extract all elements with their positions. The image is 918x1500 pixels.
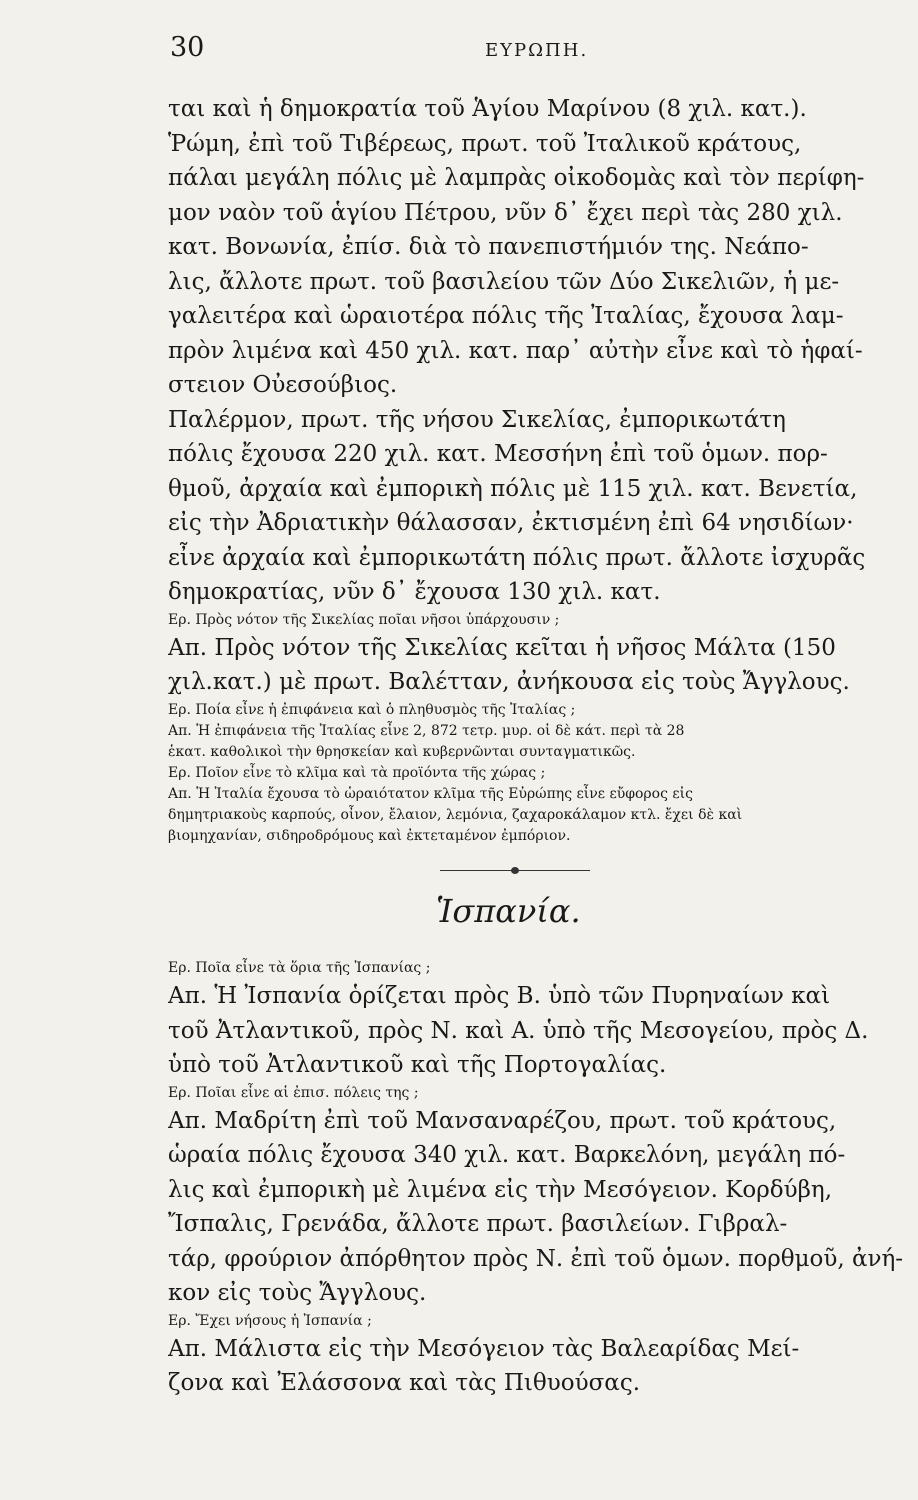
- answer-line: λις καὶ ἐμπορικὴ μὲ λιμένα εἰς τὴν Μεσόγειον. Κορδύβη,: [168, 1176, 833, 1203]
- answer-line: Απ. Ἡ Ἰταλία ἔχουσα τὸ ὡραιότατον κλῖμα τῆς Εὐρώπης εἶνε εὔφορος εἰς: [168, 785, 693, 802]
- text-line: πάλαι μεγάλη πόλις μὲ λαμπρὰς οἰκοδομὰς καὶ τὸν περίφη-: [168, 165, 865, 191]
- answer-line: ὡραία πόλις ἔχουσα 340 χιλ. κατ. Βαρκελόνη, μεγάλη πό-: [168, 1142, 846, 1168]
- answer-line: Απ. Πρὸς νότον τῆς Σικελίας κεῖται ἡ νῆσος Μάλτα (150: [168, 634, 836, 661]
- answer-line: Απ. Μαδρίτη ἐπὶ τοῦ Μανσαναρέζου, πρωτ. τοῦ κράτους,: [168, 1107, 837, 1134]
- text-line: μον ναὸν τοῦ ἁγίου Πέτρου, νῦν δ᾽ ἔχει περὶ τὰς 280 χιλ.: [168, 199, 843, 226]
- text-line: εἶνε ἀρχαία καὶ ἐμπορικωτάτη πόλις πρωτ. ἄλλοτε ἰσχυρᾶς: [168, 544, 866, 571]
- italy-text-block: [168, 92, 908, 847]
- text-line: πρὸν λιμένα καὶ 450 χιλ. κατ. παρ᾽ αὐτὴν εἶνε καὶ τὸ ἡφαί-: [168, 337, 863, 364]
- text-line: εἰς τὴν Ἀδριατικὴν θάλασσαν, ἐκτισμένη ἐπὶ 64 νησιδίων·: [168, 510, 854, 536]
- page-number: 30: [170, 32, 205, 63]
- question-line: Ερ. Ποῖον εἶνε τὸ κλῖμα καὶ τὰ προϊόντα τῆς χώρας ;: [168, 764, 546, 781]
- answer-line: Απ. Ἡ Ἰσπανία ὁρίζεται πρὸς Β. ὑπὸ τῶν Πυρηναίων καὶ: [168, 983, 831, 1009]
- text-line: κατ. Βονωνία, ἐπίσ. διὰ τὸ πανεπιστήμιόν της. Νεάπο-: [168, 234, 809, 260]
- divider-ornament: [511, 867, 519, 874]
- question-line: Ερ. Πρὸς νότον τῆς Σικελίας ποῖαι νῆσοι ὑπάρχουσιν ;: [168, 611, 560, 628]
- text-line: λις, ἄλλοτε πρωτ. τοῦ βασιλείου τῶν Δύο Σικελιῶν, ἡ με-: [168, 268, 840, 295]
- text-line: Ῥώμη, ἐπὶ τοῦ Τιβέρεως, πρωτ. τοῦ Ἰταλικοῦ κράτους,: [168, 130, 802, 157]
- answer-line: ζονα καὶ Ἐλάσσονα καὶ τὰς Πιθυούσας.: [168, 1370, 641, 1396]
- question-line: Ερ. Ποῖα εἶνε τὰ ὅρια τῆς Ἰσπανίας ;: [168, 960, 431, 976]
- answer-line: βιομηχανίαν, σιδηροδρόμους καὶ ἐκτεταμένον ἐμπόριον.: [168, 827, 571, 844]
- section-title: Ἱσπανία.: [436, 892, 581, 930]
- text-line: πόλις ἔχουσα 220 χιλ. κατ. Μεσσήνη ἐπὶ τοῦ ὁμων. πορ-: [168, 441, 828, 467]
- text-line: γαλειτέρα καὶ ὡραιοτέρα πόλις τῆς Ἰταλίας, ἔχουσα λαμ-: [168, 303, 844, 329]
- text-line: θμοῦ, ἀρχαία καὶ ἐμπορικὴ πόλις μὲ 115 χιλ. κατ. Βενετία,: [168, 475, 858, 502]
- text-line: Παλέρμον, πρωτ. τῆς νήσου Σικελίας, ἐμπορικωτάτη: [168, 406, 786, 433]
- answer-line: τάρ, φρούριον ἀπόρθητον πρὸς Ν. ἐπὶ τοῦ ὁμων. πορθμοῦ, ἀνή-: [168, 1245, 904, 1272]
- answer-line: κον εἰς τοὺς Ἄγγλους.: [168, 1280, 427, 1306]
- spain-text-block: [168, 958, 908, 1401]
- answer-line: δημητριακοὺς καρπούς, οἶνον, ἔλαιον, λεμόνια, ζαχαροκάλαμον κτλ. ἔχει δὲ καὶ: [168, 806, 743, 823]
- text-line: δημοκρατίας, νῦν δ᾽ ἔχουσα 130 χιλ. κατ.: [168, 579, 661, 605]
- question-line: Ερ. Ποία εἶνε ἡ ἐπιφάνεια καὶ ὁ πληθυσμὸς τῆς Ἰταλίας ;: [168, 701, 576, 718]
- answer-line: χιλ.κατ.) μὲ πρωτ. Βαλέτταν, ἀνήκουσα εἰς τοὺς Ἄγγλους.: [168, 669, 850, 695]
- page-header: [170, 32, 870, 72]
- text-line: ται καὶ ἡ δημοκρατία τοῦ Ἁγίου Μαρίνου (8 χιλ. κατ.).: [168, 96, 807, 122]
- answer-line: ἑκατ. καθολικοὶ τὴν θρησκείαν καὶ κυβερνῶνται συνταγματικῶς.: [168, 743, 636, 760]
- question-line: Ερ. Ἔχει νήσους ἡ Ἰσπανία ;: [168, 1312, 372, 1329]
- text-line: στειον Οὐεσούβιος.: [168, 372, 398, 398]
- answer-line: Απ. Μάλιστα εἰς τὴν Μεσόγειον τὰς Βαλεαρίδας Μεί-: [168, 1335, 800, 1362]
- answer-line: ὑπὸ τοῦ Ἀτλαντικοῦ καὶ τῆς Πορτογαλίας.: [168, 1052, 667, 1078]
- running-head: ΕΥΡΩΠΗ.: [485, 40, 589, 61]
- section-divider: [440, 866, 590, 876]
- answer-line: τοῦ Ἀτλαντικοῦ, πρὸς Ν. καὶ Α. ὑπὸ τῆς Μεσογείου, πρὸς Δ.: [168, 1017, 869, 1044]
- answer-line: Απ. Ἡ ἐπιφάνεια τῆς Ἰταλίας εἶνε 2, 872 τετρ. μυρ. οἱ δὲ κάτ. περὶ τὰ 28: [168, 722, 685, 739]
- question-line: Ερ. Ποῖαι εἶνε αἱ ἐπισ. πόλεις της ;: [168, 1084, 419, 1101]
- answer-line: Ἴσπαλις, Γρενάδα, ἄλλοτε πρωτ. βασιλείων. Γιβραλ-: [168, 1211, 788, 1237]
